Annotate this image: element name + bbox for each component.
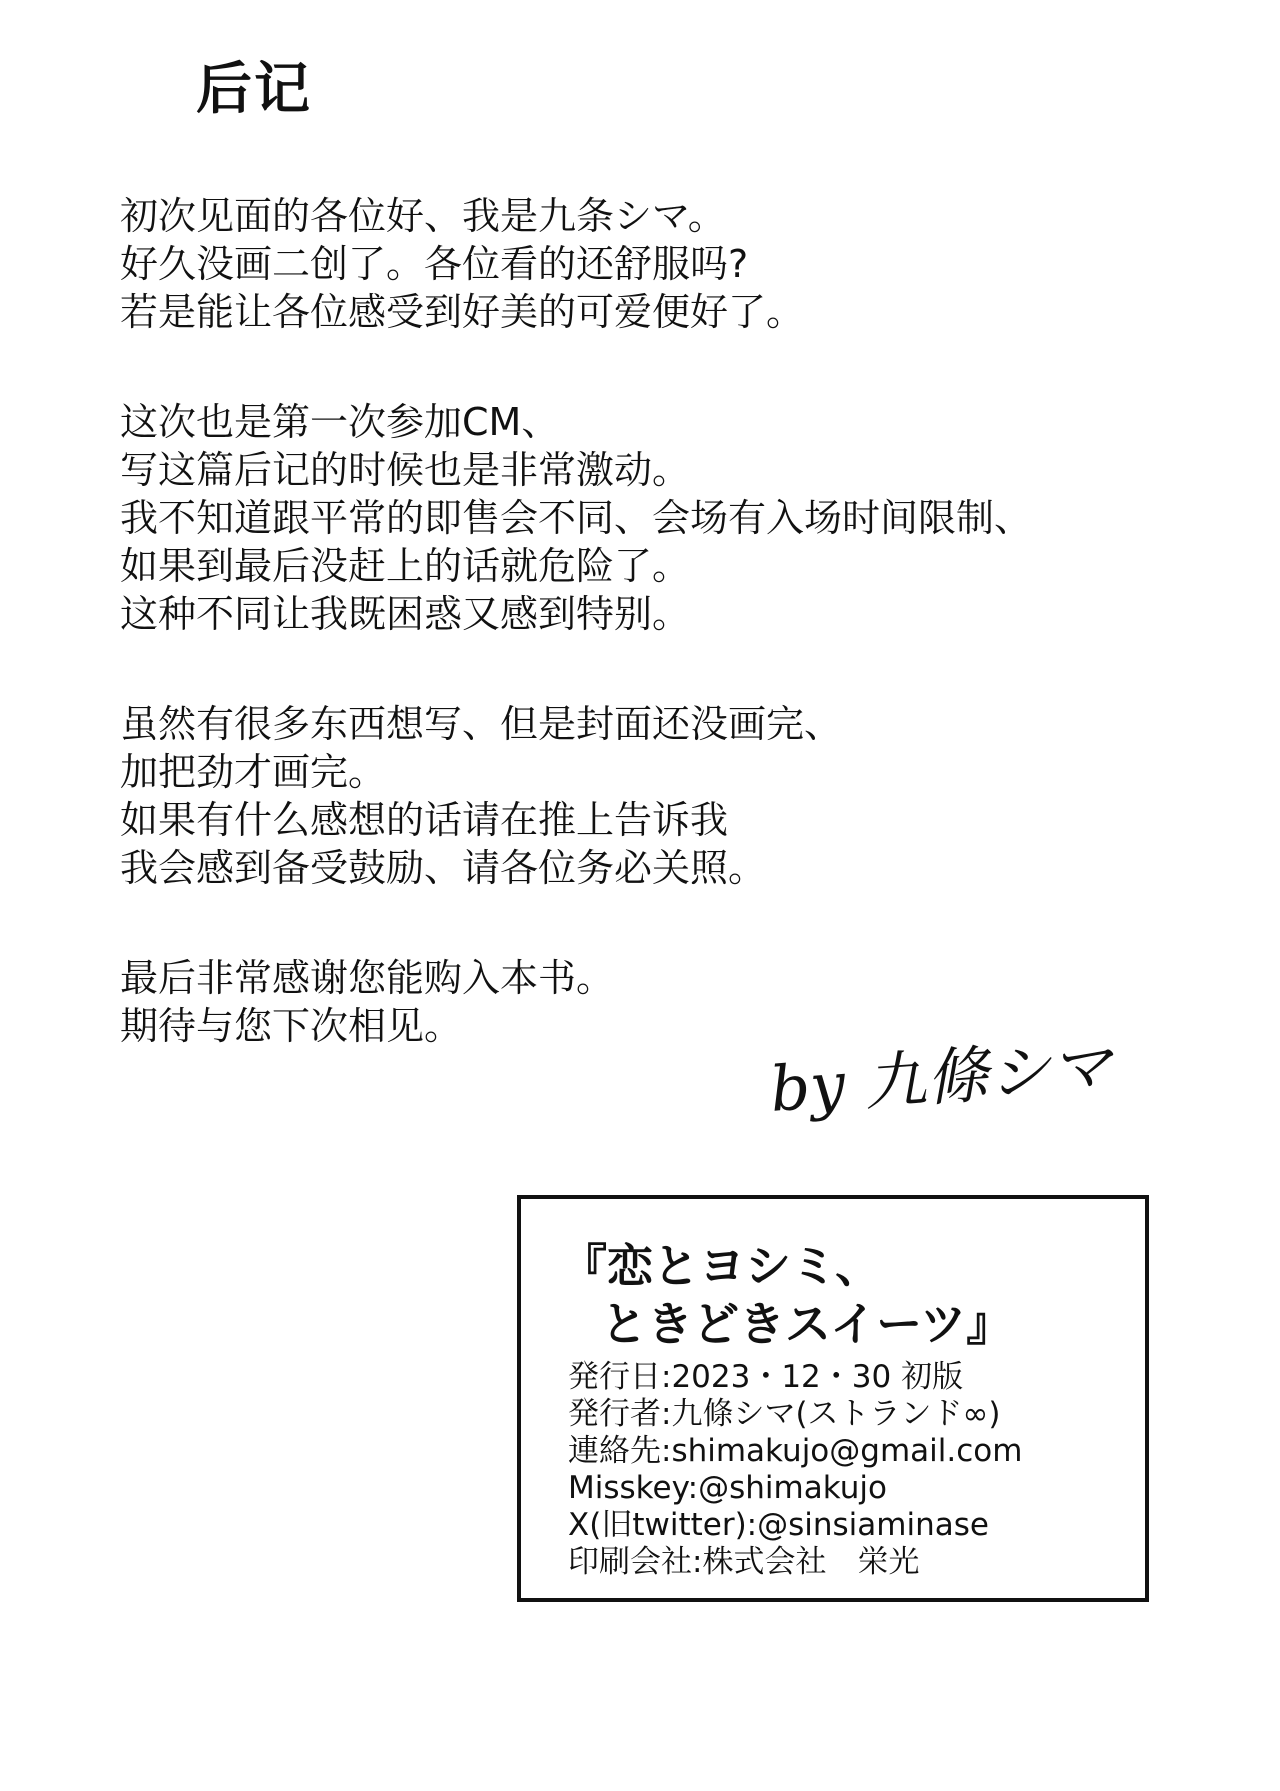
- page-title: 后记: [196, 57, 312, 122]
- text-line: 我不知道跟平常的即售会不同、会场有入场时间限制、: [120, 496, 1033, 540]
- contact-email: 連絡先:shimakujo@gmail.com: [568, 1433, 1023, 1469]
- text-line: 这种不同让我既困惑又感到特别。: [120, 592, 691, 636]
- text-line: 初次见面的各位好、我是九条シマ。: [120, 194, 726, 238]
- afterword-body: [120, 192, 1200, 1112]
- text-line: 写这篇后记的时候也是非常激动。: [120, 448, 691, 492]
- text-line: 这次也是第一次参加CM、: [120, 400, 560, 444]
- author-signature: by 九條シマ: [767, 1029, 1115, 1126]
- printing-company: 印刷会社:株式会社 栄光: [568, 1544, 920, 1580]
- text-line: 最后非常感谢您能购入本书。: [120, 956, 615, 1000]
- text-line: 加把劲才画完。: [120, 750, 387, 794]
- paragraph-cover: [120, 700, 1200, 892]
- publication-details: [568, 1359, 1022, 1581]
- paragraph-greeting: [120, 192, 1200, 336]
- text-line: 我会感到备受鼓励、请各位务必关照。: [120, 846, 767, 890]
- book-title-line: 『恋とヨシミ、: [561, 1239, 882, 1293]
- paragraph-event: [120, 398, 1200, 638]
- colophon-box: [517, 1195, 1149, 1602]
- text-line: 若是能让各位感受到好美的可爱便好了。: [120, 290, 805, 334]
- text-line: 好久没画二创了。各位看的还舒服吗?: [120, 242, 749, 286]
- misskey-handle: Misskey:@shimakujo: [568, 1470, 887, 1506]
- publisher: 発行者:九條シマ(ストランド∞): [568, 1396, 1001, 1432]
- book-title-line: ときどきスイーツ』: [601, 1297, 1013, 1351]
- text-line: 虽然有很多东西想写、但是封面还没画完、: [120, 702, 843, 746]
- text-line: 如果到最后没赶上的话就危险了。: [120, 544, 691, 588]
- twitter-handle: X(旧twitter):@sinsiaminase: [568, 1507, 989, 1543]
- publish-date: 発行日:2023・12・30 初版: [568, 1359, 964, 1395]
- text-line: 期待与您下次相见。: [120, 1004, 463, 1048]
- book-title: [561, 1237, 1012, 1353]
- text-line: 如果有什么感想的话请在推上告诉我: [120, 798, 729, 842]
